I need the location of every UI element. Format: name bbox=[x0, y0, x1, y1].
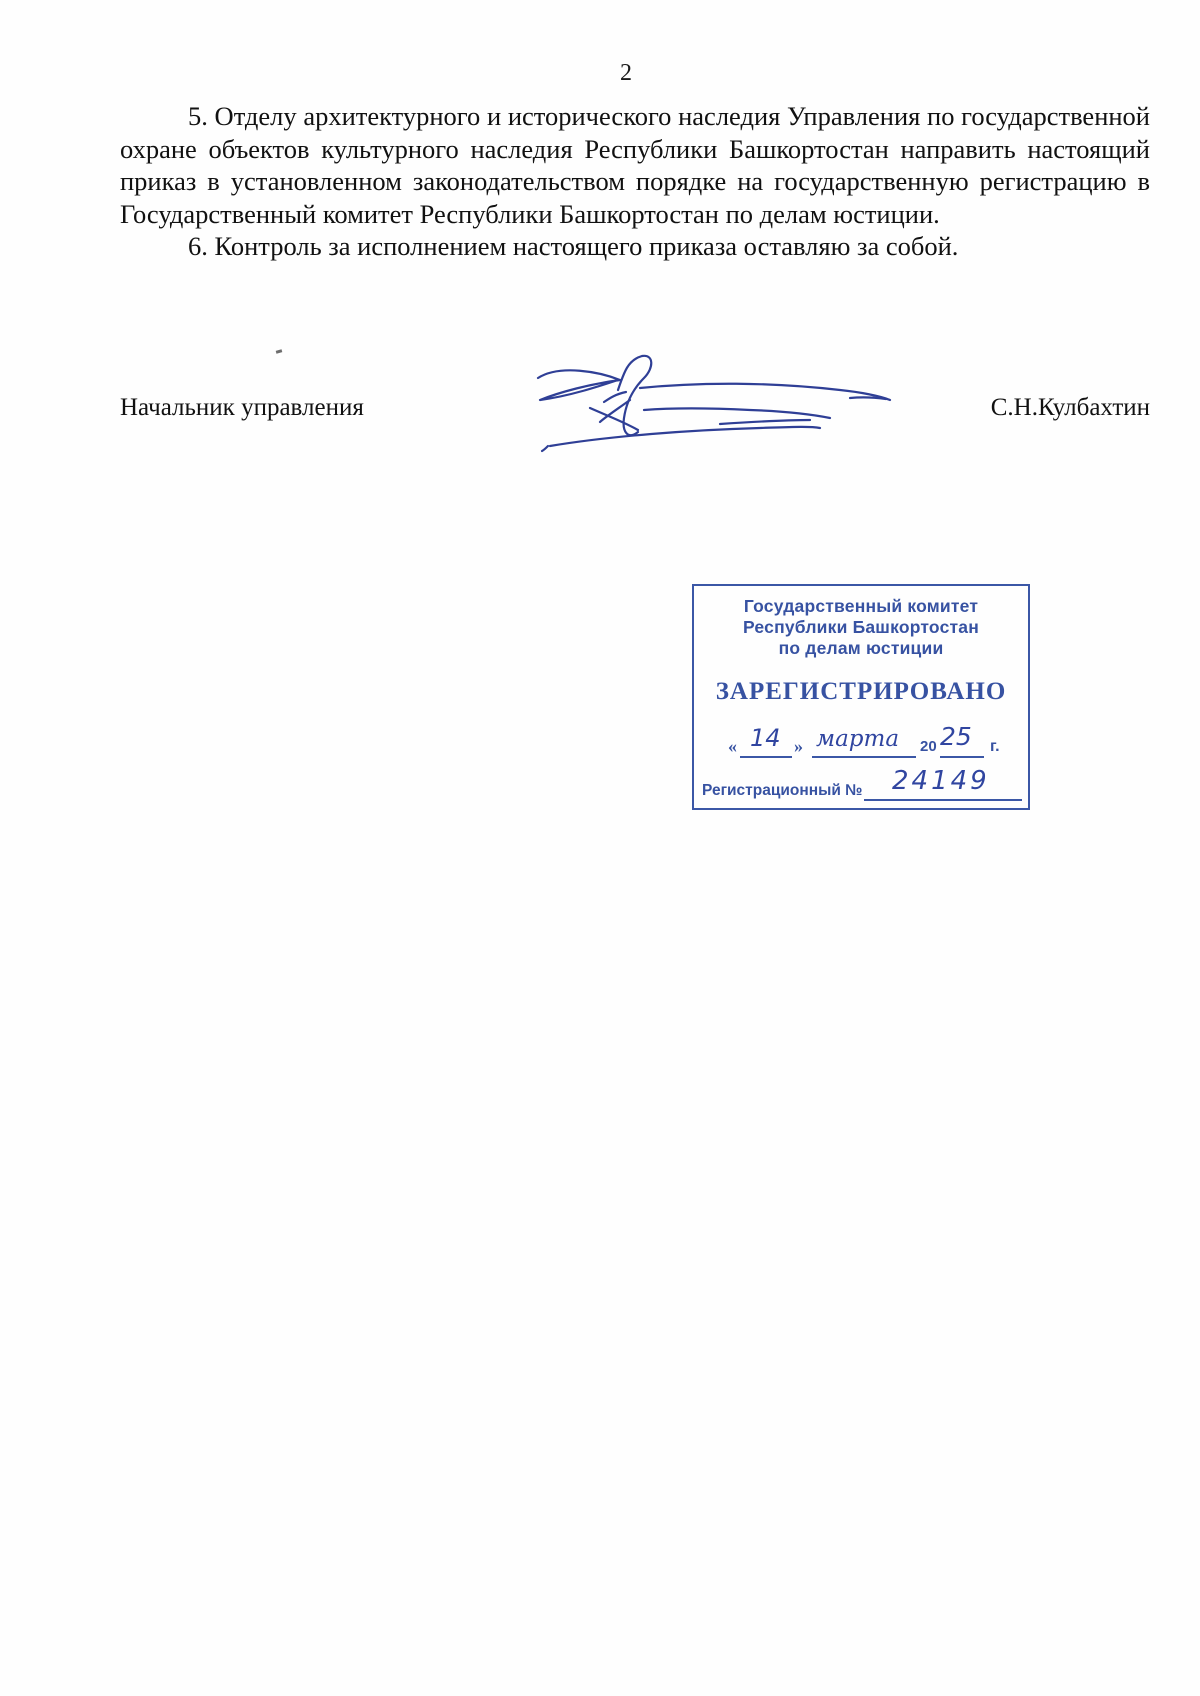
signer-name: С.Н.Кулбахтин bbox=[990, 394, 1150, 421]
stamp-close-quote: » bbox=[794, 736, 803, 756]
stamp-date bbox=[728, 724, 1008, 760]
stamp-registration-number bbox=[702, 766, 1022, 802]
stamp-reg-label: Регистрационный № bbox=[702, 782, 863, 799]
stray-mark bbox=[276, 349, 283, 353]
stamp-year-prefix: 20 bbox=[920, 738, 937, 755]
stamp-year-unit: г. bbox=[990, 738, 1000, 755]
stamp-agency-line-1: Государственный комитет bbox=[743, 596, 979, 616]
signer-position: Начальник управления bbox=[120, 394, 364, 421]
stamp-month-underline bbox=[812, 756, 916, 758]
stamp-reg-number-handwritten: 24149 bbox=[892, 766, 990, 796]
registration-stamp bbox=[692, 584, 1030, 810]
stamp-reg-underline bbox=[864, 799, 1022, 801]
stamp-year-underline bbox=[940, 756, 984, 758]
stamp-day-handwritten: 14 bbox=[750, 724, 781, 752]
stamp-agency-line-2: Республики Башкортостан bbox=[743, 617, 979, 637]
page-number: 2 bbox=[620, 60, 632, 86]
handwritten-signature bbox=[520, 350, 900, 460]
paragraph-6: 6. Контроль за исполнением настоящего приказа оставляю за собой. bbox=[188, 231, 959, 261]
stamp-open-quote: « bbox=[728, 736, 737, 756]
stamp-year-handwritten: 25 bbox=[940, 722, 972, 751]
paragraph-5: 5. Отделу архитектурного и исторического наследия Управления по государственной охране объектов культурного наследия Республики Башкортостан направить настоящий приказ в установленном законодательством порядке на государственную регистрацию в Государственный комитет Республики Башкортостан по делам юстиции. bbox=[120, 101, 1150, 229]
stamp-agency-line-3: по делам юстиции bbox=[778, 638, 944, 658]
stamp-registered-label: ЗАРЕГИСТРИРОВАНО bbox=[715, 678, 1007, 705]
document-body bbox=[120, 100, 1150, 263]
stamp-month-handwritten: марта bbox=[816, 726, 900, 752]
stamp-day-underline bbox=[740, 756, 792, 758]
